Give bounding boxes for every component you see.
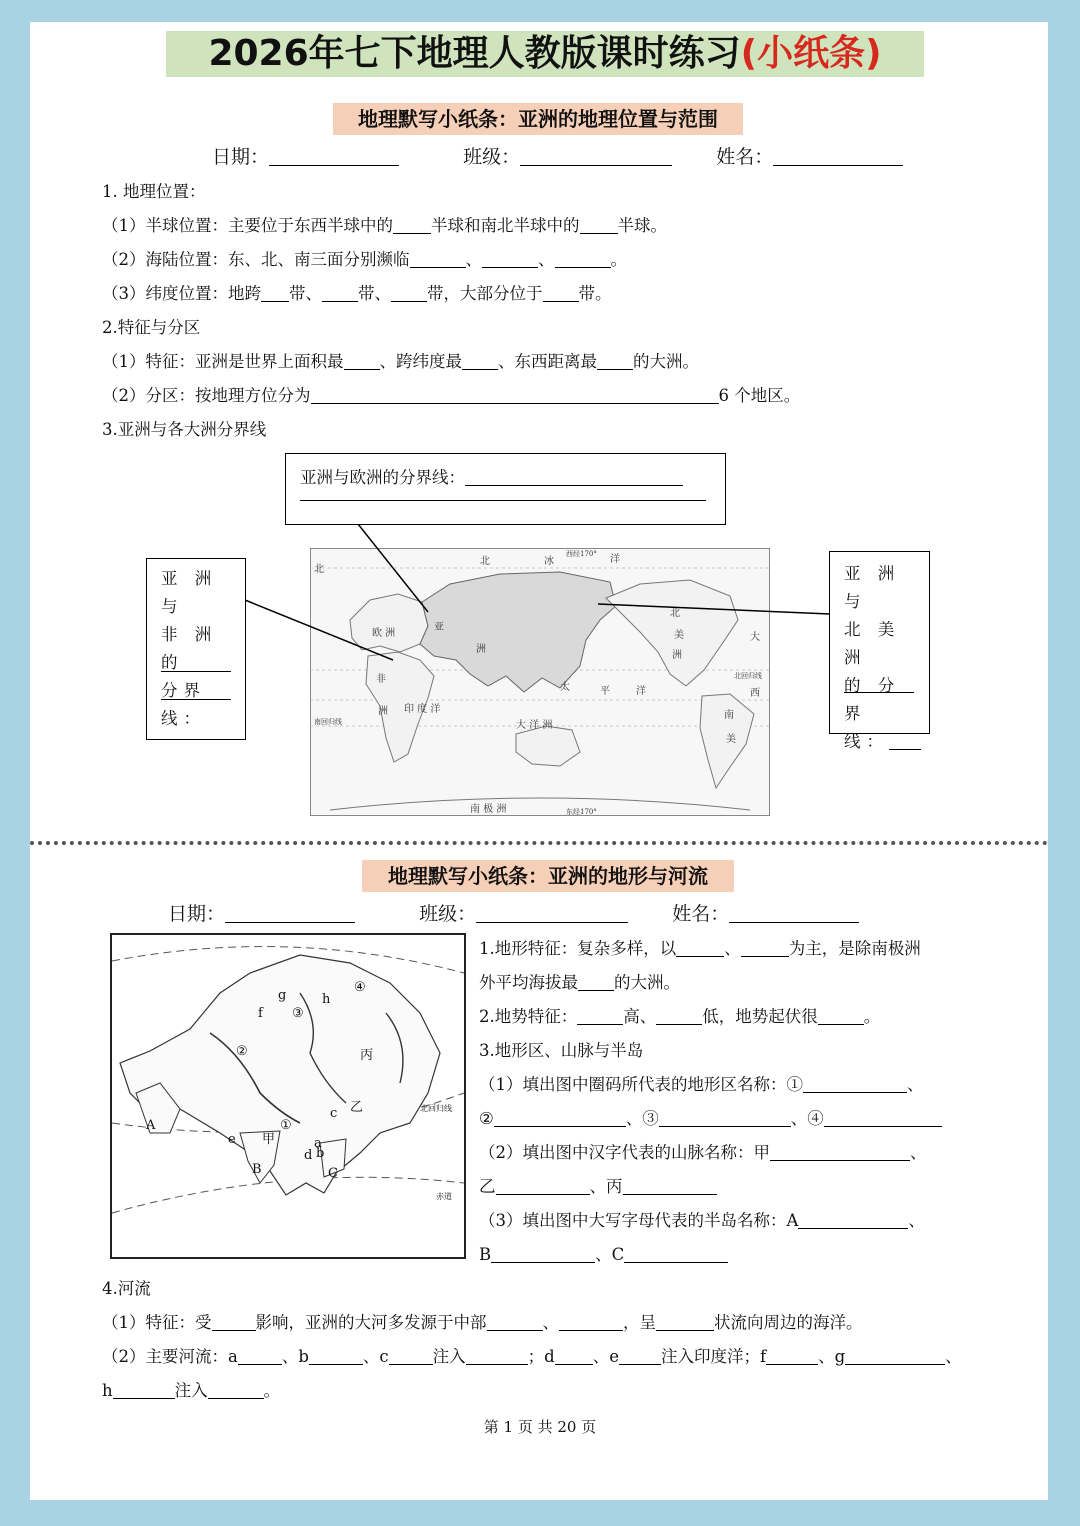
blank[interactable]	[208, 1382, 264, 1400]
blank[interactable]	[161, 699, 231, 700]
blank[interactable]	[555, 1348, 593, 1366]
label-ocean: 洋	[610, 554, 620, 565]
blank[interactable]	[741, 940, 789, 958]
t4-1-line: （1）特征：受 影响，亚洲的大河多发源于中部 、 ，呈 状流向周边的海洋。	[102, 1313, 863, 1332]
map2-circle-3: ③	[292, 1006, 304, 1021]
blank[interactable]	[656, 1008, 702, 1026]
label-lon: 西经170°	[566, 550, 597, 558]
blank[interactable]	[465, 469, 683, 487]
label-asia-zhou: 洲	[476, 644, 486, 655]
label-lon2: 东经170°	[566, 808, 597, 816]
label-indian: 印 度 洋	[404, 704, 441, 715]
map2-c: c	[330, 1106, 338, 1121]
map2-a: a	[314, 1136, 322, 1151]
label-north-arctic: 北	[314, 564, 324, 575]
q1-1-line: （1）半球位置：主要位于东西半球中的 半球和南北半球中的 半球。	[102, 216, 667, 235]
label-africa2: 洲	[378, 706, 388, 717]
blank[interactable]	[824, 1110, 942, 1128]
page-footer: 第 1 页 共 20 页	[483, 1418, 597, 1436]
page-title: 2026年七下地理人教版课时练习(小纸条)	[166, 31, 924, 77]
blank[interactable]	[161, 671, 231, 672]
blank[interactable]	[559, 1314, 623, 1332]
map2-yi: 乙	[350, 1100, 364, 1115]
map2-B: B	[252, 1162, 262, 1177]
map2-tropic: 北回归线	[420, 1104, 452, 1113]
map2-d: d	[304, 1148, 313, 1163]
t3-heading: 3.地形区、山脉与半岛	[479, 1041, 644, 1060]
label-pacific-ping: 平	[600, 686, 610, 697]
q1-3-line: （3）纬度位置：地跨 带、 带、 带，大部分位于 带。	[102, 284, 612, 303]
t1-line: 1.地形特征：复杂多样，以 、 为主，是除南极洲	[479, 939, 921, 958]
blank[interactable]	[889, 733, 921, 751]
blank[interactable]	[770, 1144, 910, 1162]
map2-g: g	[278, 988, 287, 1003]
label-africa: 非	[376, 674, 386, 685]
cut-line	[30, 841, 1048, 845]
label-sa-mei: 美	[726, 734, 736, 745]
blank[interactable]	[803, 1076, 907, 1094]
blank[interactable]	[798, 1212, 908, 1230]
blank[interactable]	[624, 1246, 728, 1264]
blank[interactable]	[466, 1348, 528, 1366]
blank[interactable]	[844, 692, 914, 693]
blank[interactable]	[113, 1382, 175, 1400]
map2-h: h	[322, 992, 331, 1007]
t2-line: 2.地势特征： 高、 低，地势起伏很 。	[479, 1007, 881, 1026]
map2-A: A	[146, 1118, 156, 1133]
t3-1-line2: ② 、③ 、④	[479, 1105, 942, 1129]
map2-e: e	[228, 1132, 236, 1147]
label-asia: 亚	[434, 622, 444, 633]
blank[interactable]	[300, 500, 706, 501]
t4-3-line: h 注入 。	[102, 1381, 281, 1400]
blank[interactable]	[845, 1348, 945, 1366]
blank[interactable]	[496, 1178, 590, 1196]
label-na-zhou: 洲	[672, 650, 682, 661]
label-oceania: 大 洋 洲	[516, 720, 553, 731]
q1-heading: 1. 地理位置：	[102, 182, 206, 201]
blank[interactable]	[487, 1314, 543, 1332]
blank[interactable]	[389, 1348, 433, 1366]
blank[interactable]	[578, 974, 614, 992]
section2-header-row: 日期： 班级： 姓名：	[168, 899, 859, 926]
q1-2-line: （2）海陆位置：东、北、南三面分别濒临 、 、 。	[102, 250, 627, 269]
map2-circle-2: ②	[236, 1044, 248, 1059]
date-blank[interactable]	[225, 903, 355, 923]
blank[interactable]	[309, 1348, 363, 1366]
blank[interactable]	[623, 1178, 717, 1196]
label-ice: 冰	[544, 556, 554, 567]
class-blank[interactable]	[476, 903, 628, 923]
blank[interactable]	[491, 1246, 595, 1264]
label-tropic-n: 北回归线	[734, 672, 762, 680]
map2-equator: 赤道	[436, 1192, 452, 1201]
label-europe: 欧 洲	[372, 628, 396, 639]
asia-terrain-map	[110, 933, 466, 1259]
t3-2-line: （2）填出图中汉字代表的山脉名称：甲 、	[479, 1143, 927, 1162]
blank[interactable]	[659, 1110, 791, 1128]
blank[interactable]	[818, 1008, 864, 1026]
box-asia-europe: 亚洲与欧洲的分界线：	[285, 453, 726, 525]
t4-heading: 4.河流	[102, 1279, 151, 1298]
section1-header-row: 日期： 班级： 姓名：	[212, 142, 903, 169]
blank[interactable]	[619, 1348, 661, 1366]
label-na-north: 北	[670, 608, 680, 619]
t3-3-line2: B 、C	[479, 1241, 728, 1265]
q2-heading: 2.特征与分区	[102, 318, 201, 337]
section2-heading: 地理默写小纸条：亚洲的地形与河流	[362, 860, 734, 892]
t3-3-line: （3）填出图中大写字母代表的半岛名称：A 、	[479, 1211, 925, 1230]
map2-f: f	[258, 1006, 263, 1021]
map2-bing: 丙	[360, 1048, 374, 1063]
map2-b: b	[316, 1146, 325, 1161]
label-antarctica: 南 极 洲	[470, 804, 507, 815]
name-blank[interactable]	[729, 903, 859, 923]
blank[interactable]	[494, 1110, 626, 1128]
blank[interactable]	[676, 940, 724, 958]
blank[interactable]	[212, 1314, 256, 1332]
t4-2-line: （2）主要河流：a 、b 、c 注入 ；d 、e 注入印度洋；f 、g 、	[102, 1347, 962, 1366]
box-asia-africa: 亚 洲 与 非 洲 的 分界线：	[146, 558, 246, 740]
map2-jia: 甲	[262, 1132, 276, 1147]
blank[interactable]	[577, 1008, 623, 1026]
t3-2-line2: 乙 、丙	[479, 1173, 717, 1197]
map2-C: C	[328, 1166, 338, 1181]
box-asia-namerica: 亚 洲 与 北 美 洲 的 分 界 线：	[829, 551, 930, 734]
label-na-mei: 美	[674, 630, 684, 641]
q2-2-line: （2）分区：按地理方位分为 6 个地区。	[102, 386, 801, 405]
blank[interactable]	[766, 1348, 818, 1366]
blank[interactable]	[656, 1314, 714, 1332]
t3-1-line: （1）填出图中圈码所代表的地形区名称：① 、	[479, 1075, 924, 1094]
q3-heading: 3.亚洲与各大洲分界线	[102, 420, 267, 439]
label-big: 大	[750, 632, 760, 643]
label-pacific-tai: 太	[560, 682, 570, 693]
label-sa-south: 南	[724, 710, 734, 721]
label-tropic-s: 南回归线	[314, 718, 342, 726]
label-pacific-yang: 洋	[636, 686, 646, 697]
label-arctic-n: 北	[480, 556, 490, 567]
q2-1-line: （1）特征：亚洲是世界上面积最 、跨纬度最 、东西距离最 的大洲。	[102, 352, 699, 371]
map2-circle-1: ①	[280, 1118, 292, 1133]
map2-circle-4: ④	[354, 980, 366, 995]
blank[interactable]	[238, 1348, 282, 1366]
title-paren: (小纸条)	[740, 33, 882, 74]
t1-line2: 外平均海拔最 的大洲。	[479, 973, 680, 992]
section1-heading: 地理默写小纸条：亚洲的地理位置与范围	[333, 103, 743, 135]
label-west: 西	[750, 688, 760, 699]
